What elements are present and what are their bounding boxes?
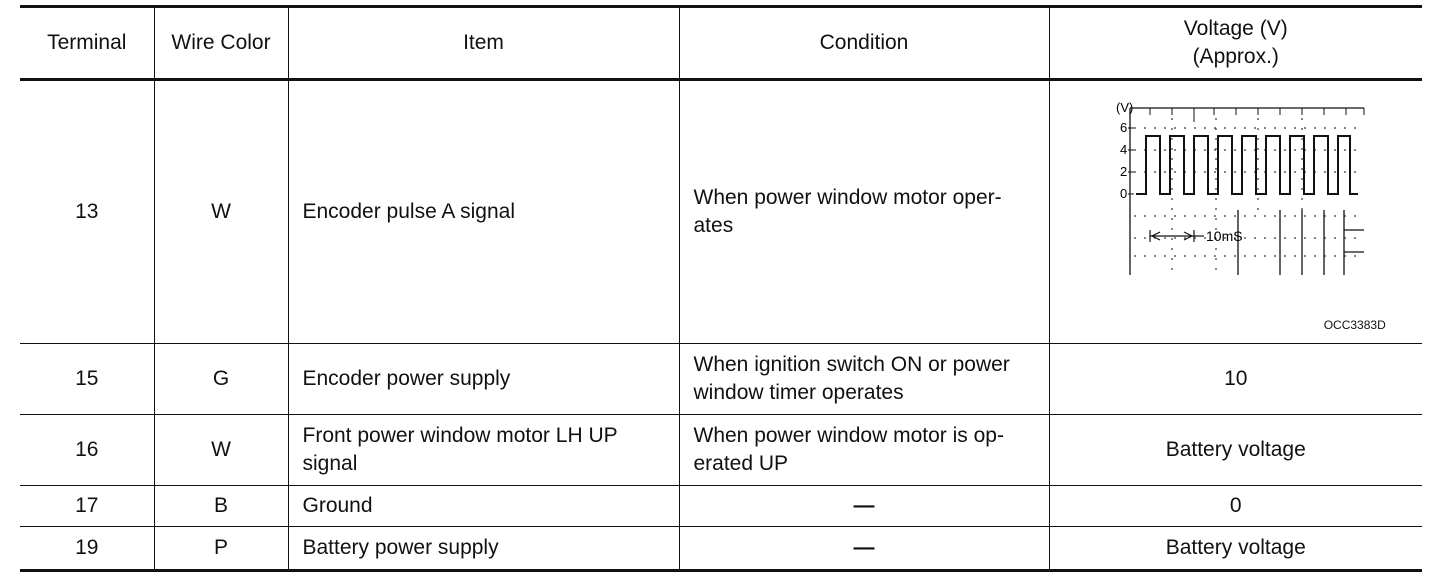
condition-line2: ates	[693, 214, 734, 237]
item-cell: Encoder pulse A signal	[288, 80, 679, 344]
header-row	[20, 7, 1422, 80]
voltage-cell: 0	[1049, 486, 1422, 527]
voltage-cell: 10	[1049, 344, 1422, 415]
header-terminal: Terminal	[20, 7, 154, 80]
item-cell	[288, 415, 679, 486]
terminal-voltage-table	[20, 5, 1422, 572]
pulse-waveform-figure	[1086, 90, 1386, 334]
condition-cell	[679, 344, 1049, 415]
waveform-graphic	[1086, 90, 1386, 334]
table-row	[20, 486, 1422, 527]
item-line1: Front power window motor LH UP	[302, 424, 618, 447]
y-tick-label: 4	[1119, 142, 1127, 157]
terminal-cell: 13	[20, 80, 154, 344]
header-voltage-line1: Voltage (V)	[1183, 17, 1288, 40]
header-item: Item	[288, 7, 679, 80]
condition-line1: When ignition switch ON or power	[693, 353, 1010, 376]
header-voltage	[1049, 7, 1422, 80]
em-dash: —	[853, 536, 875, 559]
item-cell: Ground	[288, 486, 679, 527]
item-line2: signal	[302, 452, 358, 475]
wire-color-cell: W	[154, 415, 288, 486]
terminal-cell: 15	[20, 344, 154, 415]
terminal-cell: 16	[20, 415, 154, 486]
y-unit-label: (V)	[1115, 100, 1134, 115]
table-row	[20, 344, 1422, 415]
item-cell: Encoder power supply	[288, 344, 679, 415]
wire-color-cell: B	[154, 486, 288, 527]
wire-color-cell: W	[154, 80, 288, 344]
voltage-waveform-cell	[1049, 80, 1422, 344]
table-row	[20, 527, 1422, 571]
item-cell: Battery power supply	[288, 527, 679, 571]
header-voltage-line2: (Approx.)	[1192, 45, 1279, 68]
condition-line2: window timer operates	[693, 381, 904, 404]
time-scale-label: 10mS	[1205, 228, 1243, 244]
terminal-cell: 17	[20, 486, 154, 527]
condition-line1: When power window motor oper-	[693, 186, 1002, 209]
table-row	[20, 415, 1422, 486]
wire-color-cell: G	[154, 344, 288, 415]
y-tick-label: 0	[1119, 186, 1127, 201]
em-dash: —	[853, 494, 875, 517]
condition-cell	[679, 486, 1049, 527]
condition-cell	[679, 415, 1049, 486]
voltage-cell: Battery voltage	[1049, 527, 1422, 571]
figure-id-label: OCC3383D	[1323, 318, 1386, 332]
voltage-cell: Battery voltage	[1049, 415, 1422, 486]
y-tick-label: 6	[1119, 120, 1127, 135]
condition-cell	[679, 527, 1049, 571]
condition-cell	[679, 80, 1049, 344]
header-wire-color: Wire Color	[154, 7, 288, 80]
table-row	[20, 80, 1422, 344]
terminal-cell: 19	[20, 527, 154, 571]
condition-line1: When power window motor is op-	[693, 424, 1004, 447]
header-condition: Condition	[679, 7, 1049, 80]
y-tick-label: 2	[1119, 164, 1127, 179]
condition-line2: erated UP	[693, 452, 789, 475]
wire-color-cell: P	[154, 527, 288, 571]
